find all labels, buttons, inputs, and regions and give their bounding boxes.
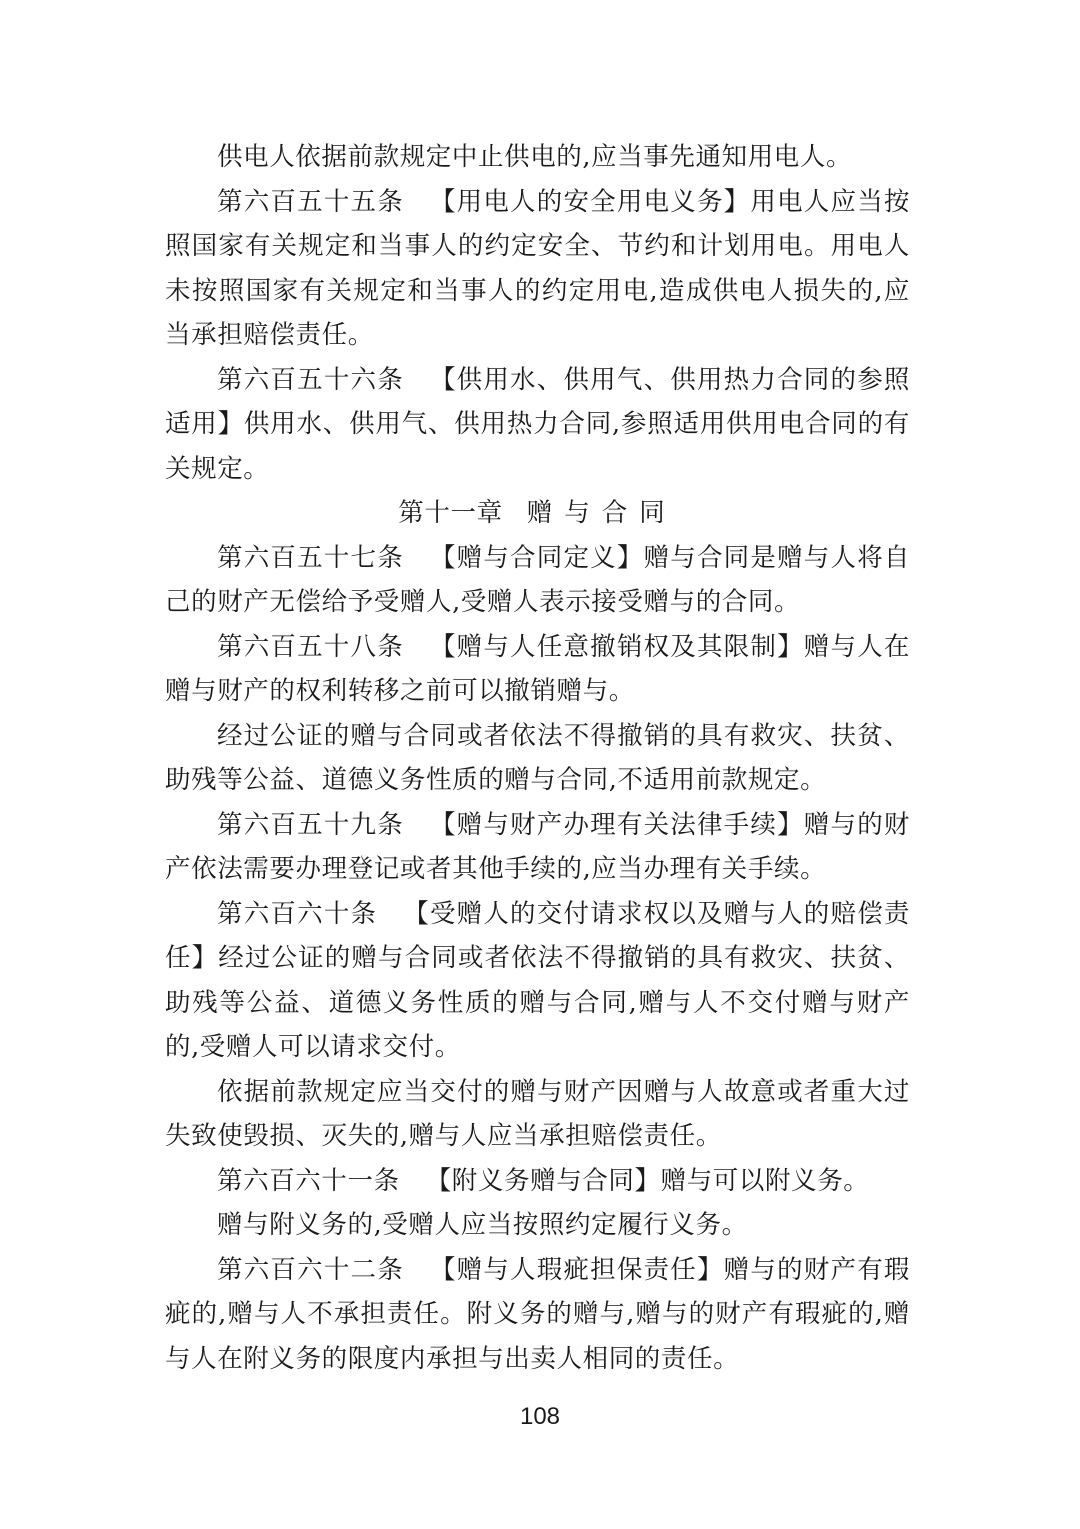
article-660 xyxy=(165,892,910,1070)
paragraph xyxy=(165,1070,910,1159)
article-number: 第六百六十条 xyxy=(217,898,378,929)
article-text: 【赠与财产办理有关法律手续】赠与的财产依法需要办理登记或者其他手续的,应当办理有关手续。 xyxy=(165,809,910,884)
article-number: 第六百五十五条 xyxy=(217,186,404,217)
article-number: 第六百五十七条 xyxy=(217,542,404,573)
article-657 xyxy=(165,536,910,625)
paragraph-text: 经过公证的赠与合同或者依法不得撤销的具有救灾、扶贫、助残等公益、道德义务性质的赠与合同,不适用前款规定。 xyxy=(165,720,910,795)
page-number: 108 xyxy=(519,1403,561,1430)
article-658 xyxy=(165,625,910,714)
article-number: 第六百五十六条 xyxy=(217,364,404,395)
article-number: 第六百六十一条 xyxy=(217,1165,400,1196)
paragraph-text: 赠与附义务的,受赠人应当按照约定履行义务。 xyxy=(217,1210,748,1240)
article-656 xyxy=(165,358,910,492)
article-number: 第六百五十八条 xyxy=(217,631,404,662)
article-text: 【供用水、供用气、供用热力合同的参照适用】供用水、供用气、供用热力合同,参照适用供用电合同的有关规定。 xyxy=(165,364,910,484)
chapter-heading xyxy=(165,491,910,536)
article-662 xyxy=(165,1248,910,1382)
article-text: 【赠与合同定义】赠与合同是赠与人将自己的财产无偿给予受赠人,受赠人表示接受赠与的合同。 xyxy=(165,542,910,617)
article-text: 【受赠人的交付请求权以及赠与人的赔偿责任】经过公证的赠与合同或者依法不得撤销的具有救灾、扶贫、助残等公益、道德义务性质的赠与合同,赠与人不交付赠与财产的,受赠人可以请求交付。 xyxy=(165,898,910,1062)
document-page xyxy=(165,135,910,1381)
article-655 xyxy=(165,180,910,358)
article-659 xyxy=(165,803,910,892)
paragraph-text: 供电人依据前款规定中止供电的,应当事先通知用电人。 xyxy=(217,142,853,172)
chapter-number: 第十一章 xyxy=(398,498,503,528)
paragraph xyxy=(165,135,910,180)
article-text: 【赠与人任意撤销权及其限制】赠与人在赠与财产的权利转移之前可以撤销赠与。 xyxy=(165,631,910,706)
paragraph-text: 依据前款规定应当交付的赠与财产因赠与人故意或者重大过失致使毁损、灭失的,赠与人应当承担赔偿责任。 xyxy=(165,1076,910,1151)
article-text: 【用电人的安全用电义务】用电人应当按照国家有关规定和当事人的约定安全、节约和计划用电。用电人未按照国家有关规定和当事人的约定用电,造成供电人损失的,应当承担赔偿责任。 xyxy=(165,186,910,350)
article-text: 【赠与人瑕疵担保责任】赠与的财产有瑕疵的,赠与人不承担责任。附义务的赠与,赠与的财产有瑕疵的,赠与人在附义务的限度内承担与出卖人相同的责任。 xyxy=(165,1254,910,1374)
article-number: 第六百六十二条 xyxy=(217,1254,404,1285)
article-text: 【附义务赠与合同】赠与可以附义务。 xyxy=(425,1165,870,1196)
article-661 xyxy=(165,1159,910,1204)
article-number: 第六百五十九条 xyxy=(217,809,404,840)
paragraph xyxy=(165,714,910,803)
chapter-name: 赠与合同 xyxy=(526,498,677,528)
paragraph xyxy=(165,1203,910,1248)
